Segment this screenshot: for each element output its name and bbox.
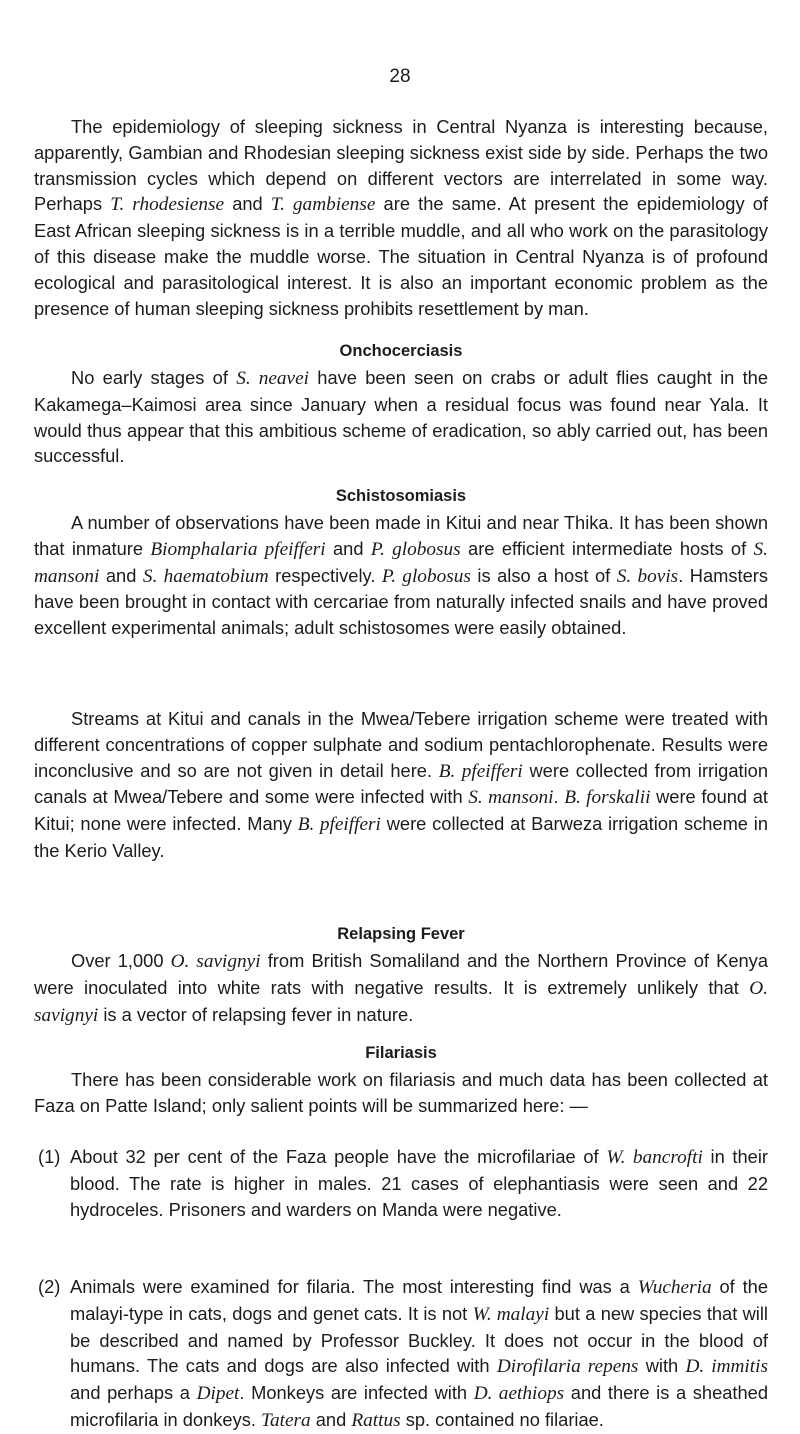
italic-term: Biomphalaria pfeifferi xyxy=(150,538,326,560)
paragraph-relapsing-fever: Over 1,000 O. savignyi from British Somaliland and the Northern Province of Kenya were inoculated into white rats with negative results. It is extremely unlikely that O. savignyi is a vector of relapsing fever in nature. xyxy=(34,950,768,1026)
list-item xyxy=(34,1144,768,1222)
italic-term: B. forskalii xyxy=(564,787,651,809)
heading-filariasis: Filariasis xyxy=(365,1044,437,1062)
italic-term: W. bancrofti xyxy=(606,1147,703,1168)
italic-term: S. mansoni xyxy=(34,538,768,587)
list-item-text: Animals were examined for filaria. The most interesting find was a Wucheria of the malayi-type in cats, dogs and genet cats. It is not W. malayi but a new species that will be described and named by Professor Buckley. It does not occur in the blood of humans. The cats and dogs are also infected with Dirofilaria repens with D. immitis and perhaps a Dipet. Monkeys are infected with D. aethiops and there is a sheathed microfilaria in donkeys. Tatera and Rattus sp. contained no filariae. xyxy=(70,1276,768,1431)
italic-term: S. mansoni xyxy=(468,787,554,809)
italic-term: T. rhodesiense xyxy=(110,194,225,216)
paragraph-sleeping-sickness: The epidemiology of sleeping sickness in Central Nyanza is interesting because, apparently, Gambian and Rhodesian sleeping sickness exist side by side. Perhaps the two transmission cycles which depend on different vectors are interrelated in some way. Perhaps T. rhodesiense and T. gambiense are the same. At present the epidemiology of East African sleeping sickness is in a terrible muddle, and all who work on the parasitology of this disease make the muddle worse. The situation in Central Nyanza is of profound ecological and parasitological interest. It is also an important economic problem as the presence of human sleeping sickness prohibits resettlement by man. xyxy=(34,116,768,319)
italic-term: O. savignyi xyxy=(170,951,261,972)
list-item-number: (2) xyxy=(38,1276,61,1297)
list-item-number: (1) xyxy=(38,1146,61,1167)
paragraph-schistosomiasis-hosts: A number of observations have been made in Kitui and near Thika. It has been shown that inmature Biomphalaria pfeifferi and P. globosus are efficient intermediate hosts of S. mansoni and S. haematobium respectively. P. globosus is also a host of S. bovis. Hamsters have been brought in contact with cercariae from naturally infected snails and have proved excellent experimental animals; adult schistosomes were easily obtained. xyxy=(34,512,769,639)
paragraph-onchocerciasis: No early stages of S. neavei have been seen on crabs or adult flies caught in the Kakamega–Kaimosi area since January when a residual focus was found near Yala. It would thus appear that this ambitious scheme of eradication, so ably carried out, has been successful. xyxy=(34,367,768,467)
heading-onchocerciasis: Onchocerciasis xyxy=(339,342,463,360)
paragraph-filariasis-intro: There has been considerable work on filariasis and much data has been collected at Faza on Patte Island; only salient points will be summarized here: — xyxy=(34,1069,768,1116)
italic-term: B. pfeifferi xyxy=(438,760,523,782)
list-item-text: About 32 per cent of the Faza people have the microfilariae of W. bancrofti in their blood. The rate is higher in males. 21 cases of elephantiasis were seen and 22 hydroceles. Prisoners and warders on Manda were negative. xyxy=(70,1146,768,1220)
italic-term: O. savignyi xyxy=(34,977,768,1026)
italic-term: D. aethiops xyxy=(473,1383,565,1405)
italic-term: P. globosus xyxy=(370,538,461,560)
italic-term: Wucheria xyxy=(637,1277,712,1298)
italic-term: D. immitis xyxy=(685,1356,768,1378)
italic-term: S. bovis xyxy=(616,565,679,587)
italic-term: Dipet xyxy=(196,1383,240,1405)
page-number: 28 xyxy=(389,66,411,87)
italic-term: W. malayi xyxy=(472,1303,550,1325)
heading-schistosomiasis: Schistosomiasis xyxy=(335,487,467,505)
italic-term: B. pfeifferi xyxy=(297,814,381,836)
italic-term: Tatera xyxy=(261,1409,311,1431)
italic-term: T. gambiense xyxy=(270,194,376,216)
italic-term: Dirofilaria repens xyxy=(496,1356,639,1378)
paragraph-schistosomiasis-streams: Streams at Kitui and canals in the Mwea/Tebere irrigation scheme were treated with different concentrations of copper sulphate and sodium pentachlorophenate. Results were inconclusive and so are not given in detail here. B. pfeifferi were collected from irrigation canals at Mwea/Tebere and some were infected with S. mansoni. B. forskalii were found at Kitui; none were infected. Many B. pfeifferi were collected at Barweza irrigation scheme in the Kerio Valley. xyxy=(34,708,768,861)
list-item xyxy=(34,1274,768,1434)
italic-term: S. neavei xyxy=(236,368,310,389)
heading-relapsing-fever: Relapsing Fever xyxy=(337,925,465,943)
italic-term: Rattus xyxy=(351,1409,401,1431)
italic-term: P. globosus xyxy=(381,565,471,587)
italic-term: S. haematobium xyxy=(142,565,269,587)
